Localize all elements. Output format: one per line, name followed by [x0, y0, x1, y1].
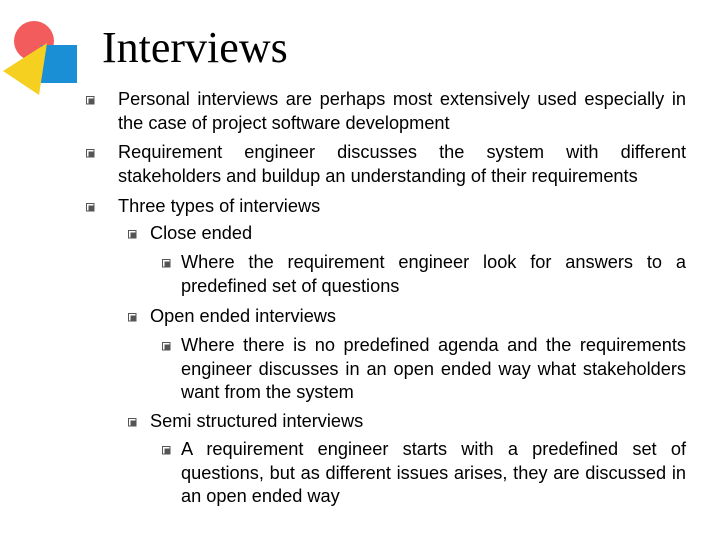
square-bullet-icon: [86, 203, 95, 212]
bullet-item-three-types: [118, 195, 686, 219]
bullet-text: Personal interviews are perhaps most extensively used especially in the case of project software development: [118, 89, 686, 133]
slide-title: Interviews: [102, 23, 288, 72]
bullet-text: Open ended interviews: [150, 306, 337, 326]
square-bullet-icon: [162, 342, 171, 351]
bullet-item-personal-interviews: [118, 88, 686, 135]
square-bullet-icon: [86, 96, 95, 105]
bullet-text: Where the requirement engineer look for answers to a predefined set of questions: [181, 252, 686, 296]
square-bullet-icon: [162, 259, 171, 268]
square-bullet-icon: [86, 149, 95, 158]
bullet-item-requirement-engineer: [118, 141, 686, 188]
bullet-item-semi-structured: [150, 410, 686, 434]
bullet-text: Where there is no predefined agenda and the requirements engineer discusses in an open ended way what stakeholders want from the system: [181, 335, 686, 402]
bullet-item-semi-structured-desc: [181, 438, 686, 509]
bullet-item-close-ended-desc: [181, 251, 686, 298]
bullet-text: Three types of interviews: [118, 196, 321, 216]
bullet-text: Semi structured interviews: [150, 411, 364, 431]
slide-logo-icon: [0, 14, 84, 98]
square-bullet-icon: [128, 418, 137, 427]
square-bullet-icon: [162, 446, 171, 455]
bullet-text: A requirement engineer starts with a predefined set of questions, but as different issues arises, they are discussed in an open ended way: [181, 439, 686, 506]
bullet-item-open-ended-desc: [181, 334, 686, 405]
square-bullet-icon: [128, 313, 137, 322]
bullet-item-close-ended: [150, 222, 686, 246]
square-bullet-icon: [128, 230, 137, 239]
bullet-text: Requirement engineer discusses the system with different stakeholders and buildup an understanding of their requirements: [118, 142, 686, 186]
bullet-text: Close ended: [150, 223, 253, 243]
bullet-item-open-ended: [150, 305, 686, 329]
